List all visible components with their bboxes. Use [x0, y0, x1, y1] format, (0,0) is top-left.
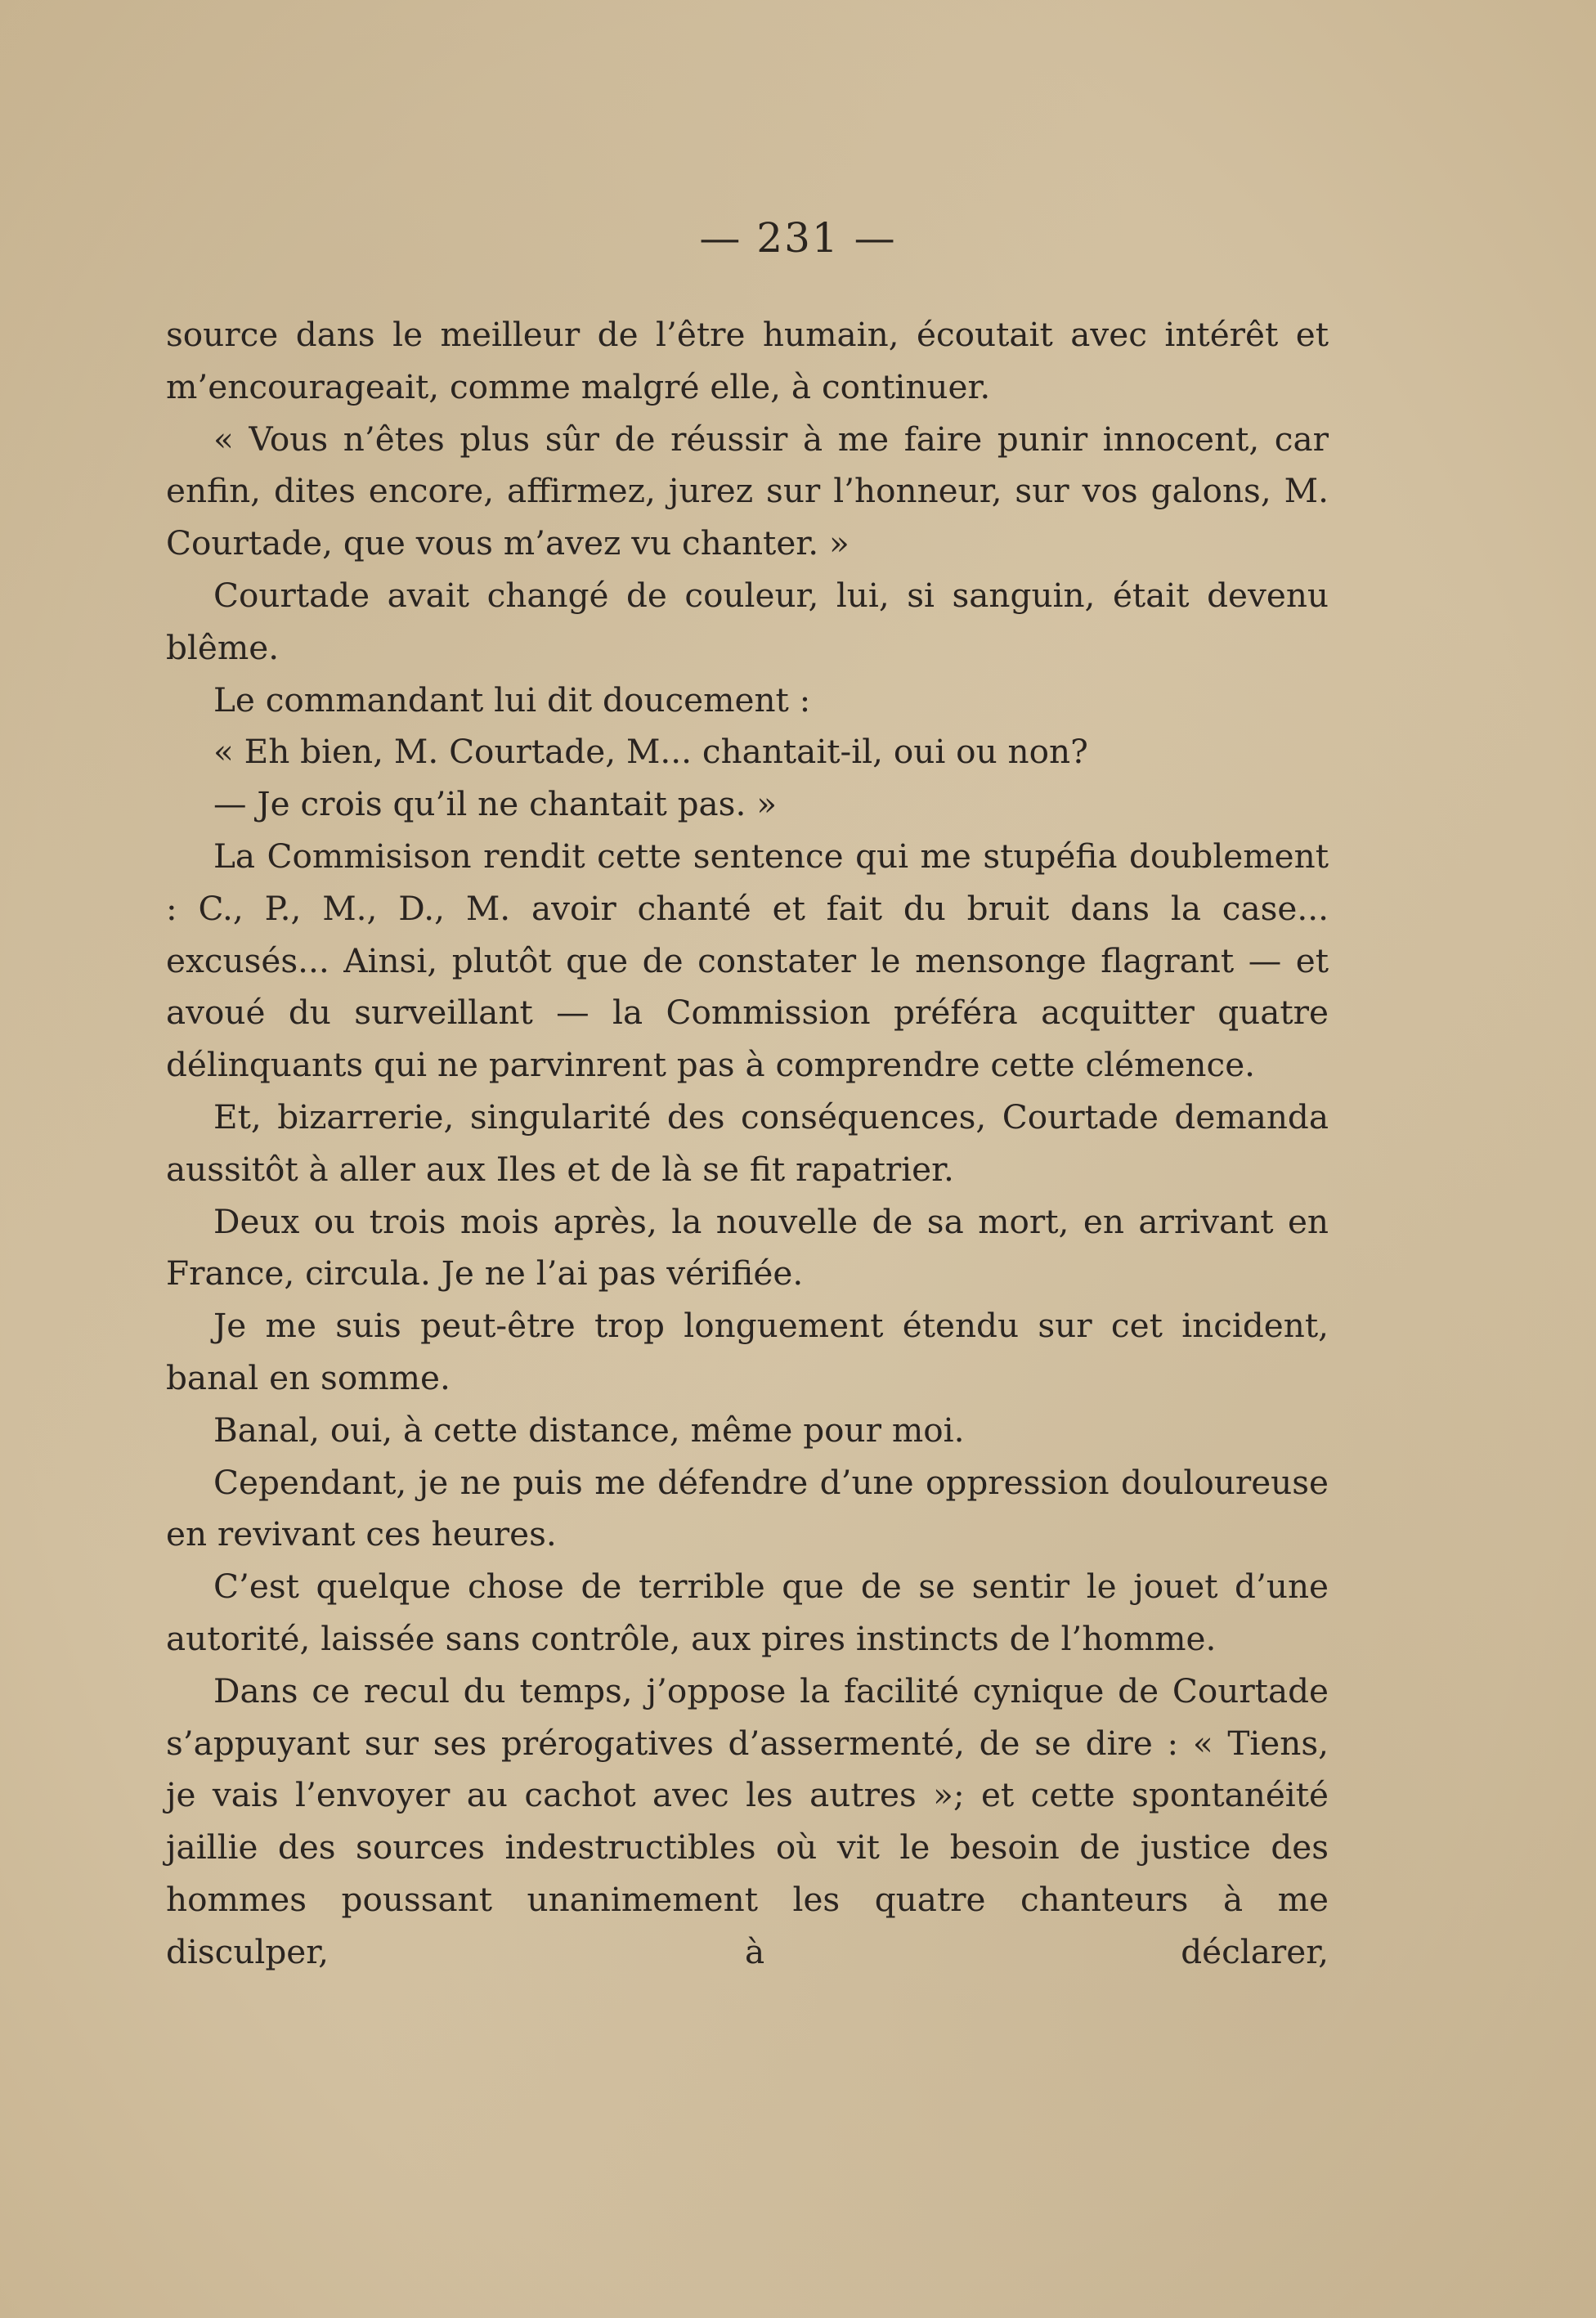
paragraph: Banal, oui, à cette distance, même pour moi.: [213, 1410, 965, 1450]
paragraph: Le commandant lui dit doucement :: [213, 679, 811, 720]
paragraph: C’est quelque chose de terrible que de se sentir le jouet d’une autorité, laissée sans contrôle, aux pires instincts de l’homme.: [166, 1567, 1329, 1658]
paragraph: « Vous n’êtes plus sûr de réussir à me faire punir innocent, car enfin, dites encore, affirmez, jurez sur l’honneur, sur vos galons, M. Courtade, que vous m’avez vu chanter. »: [166, 419, 1329, 563]
paragraph: Courtade avait changé de couleur, lui, si sanguin, était devenu blême.: [166, 575, 1329, 667]
paragraph: Et, bizarrerie, singularité des conséquences, Courtade demanda aussitôt à aller aux Iles et de là se fit rapatrier.: [166, 1096, 1329, 1189]
body-text: [166, 309, 1329, 1979]
paragraph: « Eh bien, M. Courtade, M... chantait-il, oui ou non?: [213, 732, 1088, 772]
paragraph: Je me suis peut-être trop longuement étendu sur cet incident, banal en somme.: [166, 1306, 1329, 1397]
paragraph: — Je crois qu’il ne chantait pas. »: [213, 784, 777, 824]
paragraph: La Commisison rendit cette sentence qui me stupéfia doublement : C., P., M., D., M. avoir chanté et fait du bruit dans la case... excusés... Ainsi, plutôt que de constater le mensonge flagrant — et avoué du surveillant — la Commission préféra acquitter quatre délinquants qui ne parvinrent pas à comprendre cette clémence.: [166, 836, 1329, 1085]
paragraph: Cependant, je ne puis me défendre d’une oppression douloureuse en revivant ces heures.: [166, 1462, 1329, 1554]
paragraph: source dans le meilleur de l’être humain, écoutait avec intérêt et m’encourageait, comme malgré elle, à continuer.: [166, 315, 1329, 406]
paragraph: Deux ou trois mois après, la nouvelle de sa mort, en arrivant en France, circula. Je ne l’ai pas vérifiée.: [166, 1201, 1329, 1294]
page-number: — 231 —: [699, 214, 897, 262]
paragraph: Dans ce recul du temps, j’oppose la facilité cynique de Courtade s’appuyant sur ses prérogatives d’assermenté, de se dire : « Tiens, je vais l’envoyer au cachot avec les autres »; et cette spontanéité jaillie des sources indestructibles où vit le besoin de justice des hommes poussant unanimement les quatre chanteurs à me disculper, à déclarer,: [166, 1670, 1329, 1971]
